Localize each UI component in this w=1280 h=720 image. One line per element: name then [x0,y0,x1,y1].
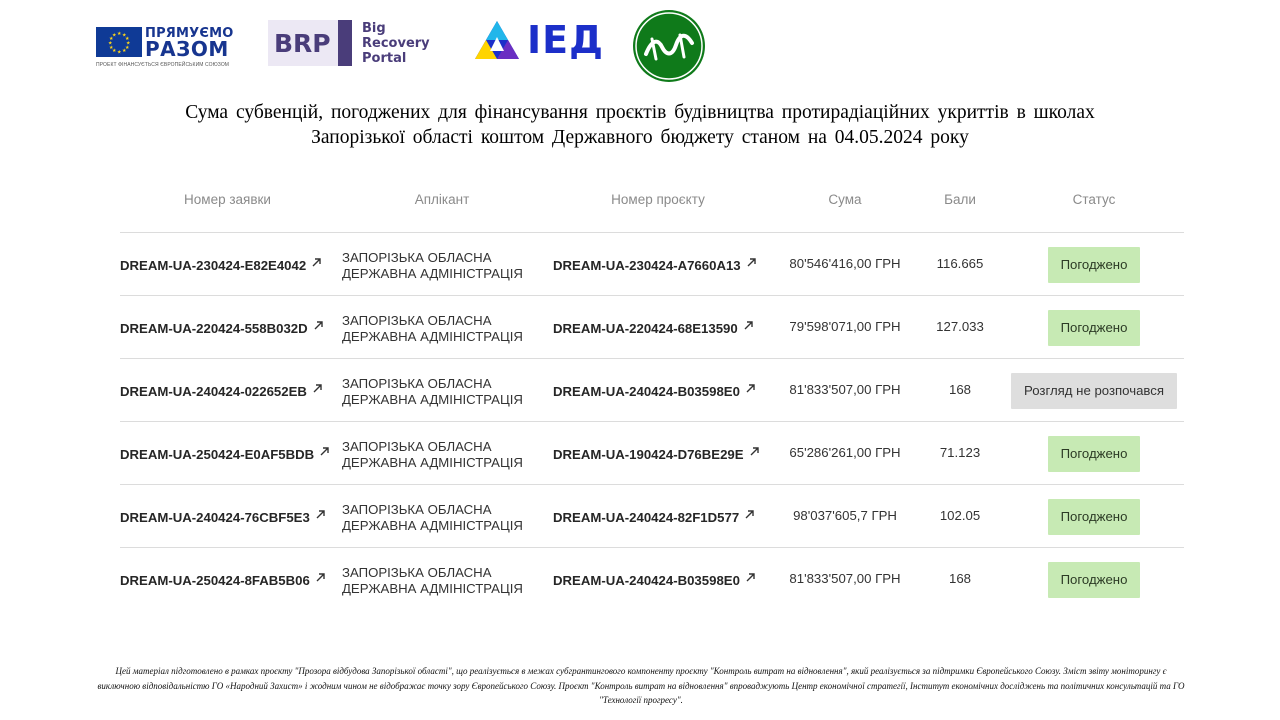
applicant-line1: ЗАПОРІЗЬКА ОБЛАСНА [342,502,492,517]
page-title-line1: Сума субвенцій, погоджених для фінансування проєктів будівництва протирадіаційних укриттів в школах [185,102,1095,123]
project-number: DREAM-UA-190424-D76BE29E [553,447,744,462]
application-link[interactable] [120,572,335,588]
svg-text:★: ★ [112,48,117,54]
sum-value: 79'598'071,00 ГРН [789,319,901,334]
status-badge: Погоджено [1048,247,1141,283]
header-project-number: Номер проєкту [611,192,705,207]
project-number: DREAM-UA-240424-B03598E0 [553,573,740,588]
status-badge: Розгляд не розпочався [1011,373,1177,409]
application-number: DREAM-UA-250424-E0AF5BDB [120,447,315,462]
applicant-line1: ЗАПОРІЗЬКА ОБЛАСНА [342,313,492,328]
status-badge: Погоджено [1048,310,1141,346]
svg-text:★: ★ [112,32,117,39]
project-number: DREAM-UA-240424-B03598E0 [553,384,740,399]
external-link-icon[interactable] [749,446,760,457]
ied-triangle-icon [474,19,520,61]
table-header [120,178,1184,233]
external-link-icon[interactable] [746,257,757,268]
eu-flag-icon [96,27,142,57]
project-link[interactable] [553,572,773,588]
header-application-number: Номер заявки [184,192,271,207]
external-link-icon[interactable] [315,572,326,583]
application-link[interactable] [120,446,335,462]
svg-text:★: ★ [109,45,114,51]
application-link[interactable] [120,320,335,336]
status-cell [1008,310,1180,346]
applicant-line2: ДЕРЖАВНА АДМІНІСТРАЦІЯ [342,266,523,281]
project-number: DREAM-UA-220424-68E13590 [553,321,738,336]
score-value: 102.05 [939,508,981,523]
table-body [120,233,1184,610]
eu-logo-caption: ПРОЕКТ ФІНАНСУЄТЬСЯ ЄВРОПЕЙСЬКИМ СОЮЗОМ [96,62,230,68]
status-badge: Погоджено [1048,436,1141,472]
svg-text:★: ★ [109,36,114,42]
application-number: DREAM-UA-250424-8FAB5B06 [120,573,310,588]
application-number: DREAM-UA-230424-E82E4042 [120,258,307,273]
score-value: 168 [948,571,971,586]
applicant-name [342,565,552,597]
narodnyi-zakhyst-logo [632,9,706,83]
applicant-name [342,502,552,534]
sum-value: 65'286'261,00 ГРН [789,445,901,460]
applicant-name [342,439,552,471]
table-row [120,296,1184,359]
svg-text:★: ★ [117,49,122,56]
svg-text:★: ★ [117,31,122,37]
eu-logo-line2: РАЗОМ [145,37,229,61]
page-title-line2: Запорізької області коштом Державного бюджету станом на 04.05.2024 року [311,127,969,148]
score-value: 116.665 [936,256,984,271]
svg-text:★: ★ [126,40,131,47]
applicant-line1: ЗАПОРІЗЬКА ОБЛАСНА [342,376,492,391]
application-number: DREAM-UA-240424-76CBF5E3 [120,510,310,525]
external-link-icon[interactable] [745,383,756,394]
eu-logo [96,26,236,70]
table-row [120,233,1184,296]
footer-disclaimer: Цей матеріал підготовлено в рамках проєкту "Прозора відбудова Запорізької області", що реалізується в межах субгрантингового компоненту проєкту "Контроль витрат на відновлення", який реалізується за підтримки Європейського Союзу. Зміст звіту моніторингу є виключною відповідальністю ГО «Народний Захист» і жодним чином не відображає точку зору Європейського Союзу. Проєкт "Контроль витрат на відновлення" впроваджують Центр економічної стратегії, Інститут економічних досліджень та політичних консультацій та ГО "Технології прогресу". [97,666,1185,705]
header-applicant: Аплікант [414,192,470,207]
status-badge: Погоджено [1048,562,1141,598]
brp-logo [268,20,443,68]
brp-line2: Recovery [362,36,430,51]
subventions-table [120,178,1184,610]
applicant-line1: ЗАПОРІЗЬКА ОБЛАСНА [342,565,492,580]
project-number: DREAM-UA-230424-A7660A13 [553,258,741,273]
svg-text:★: ★ [125,36,130,42]
status-cell [1008,562,1180,598]
project-link[interactable] [553,257,773,273]
status-badge: Погоджено [1048,499,1141,535]
project-link[interactable] [553,320,773,336]
application-number: DREAM-UA-240424-022652EB [120,384,307,399]
logo-bar [0,0,1280,90]
sum-value: 81'833'507,00 ГРН [789,571,901,586]
header-status: Статус [1072,192,1116,207]
header-sum: Сума [828,192,862,207]
table-row [120,422,1184,485]
sum-value: 98'037'605,7 ГРН [793,508,897,523]
application-link[interactable] [120,509,335,525]
external-link-icon[interactable] [745,572,756,583]
application-link[interactable] [120,383,335,399]
external-link-icon[interactable] [312,383,323,394]
applicant-name [342,376,552,408]
applicant-name [342,313,552,345]
application-number: DREAM-UA-220424-558B032D [120,321,308,336]
svg-text:★: ★ [108,40,113,47]
svg-text:★: ★ [122,48,127,54]
brp-logo-text [362,21,430,66]
external-link-icon[interactable] [743,320,754,331]
external-link-icon[interactable] [313,320,324,331]
brp-line3: Portal [362,51,407,66]
header-score: Бали [944,192,976,207]
project-link[interactable] [553,446,773,462]
external-link-icon[interactable] [311,257,322,268]
applicant-line2: ДЕРЖАВНА АДМІНІСТРАЦІЯ [342,329,523,344]
applicant-line1: ЗАПОРІЗЬКА ОБЛАСНА [342,250,492,265]
score-value: 127.033 [936,319,984,334]
applicant-line2: ДЕРЖАВНА АДМІНІСТРАЦІЯ [342,581,523,596]
table-row [120,548,1184,610]
svg-text:★: ★ [122,32,127,39]
project-link[interactable] [553,383,773,399]
svg-text:★: ★ [125,45,130,51]
eu-logo-title [145,26,234,61]
status-cell [1008,247,1180,283]
sum-value: 80'546'416,00 ГРН [789,256,901,271]
table-row [120,485,1184,548]
brp-mark-icon [268,20,356,66]
applicant-line2: ДЕРЖАВНА АДМІНІСТРАЦІЯ [342,518,523,533]
status-cell [1008,436,1180,472]
score-value: 71.123 [939,445,981,460]
external-link-icon[interactable] [315,509,326,520]
brp-mark-text: BRP [274,29,331,58]
status-cell [1008,373,1180,409]
status-cell [1008,499,1180,535]
eu-logo-line1: ПРЯМУЄМО [145,26,234,41]
applicant-line2: ДЕРЖАВНА АДМІНІСТРАЦІЯ [342,392,523,407]
page-title [0,100,1280,150]
applicant-name [342,250,552,282]
project-number: DREAM-UA-240424-82F1D577 [553,510,740,525]
applicant-line2: ДЕРЖАВНА АДМІНІСТРАЦІЯ [342,455,523,470]
sum-value: 81'833'507,00 ГРН [789,382,901,397]
table-row [120,359,1184,422]
application-link[interactable] [120,257,335,273]
brp-line1: Big [362,21,386,36]
ied-logo-text: ІЕД [527,18,604,62]
narodnyi-zakhyst-emblem-icon [632,9,706,83]
score-value: 168 [948,382,971,397]
external-link-icon[interactable] [319,446,330,457]
project-link[interactable] [553,509,773,525]
external-link-icon[interactable] [744,509,755,520]
ied-logo [474,18,604,62]
applicant-line1: ЗАПОРІЗЬКА ОБЛАСНА [342,439,492,454]
